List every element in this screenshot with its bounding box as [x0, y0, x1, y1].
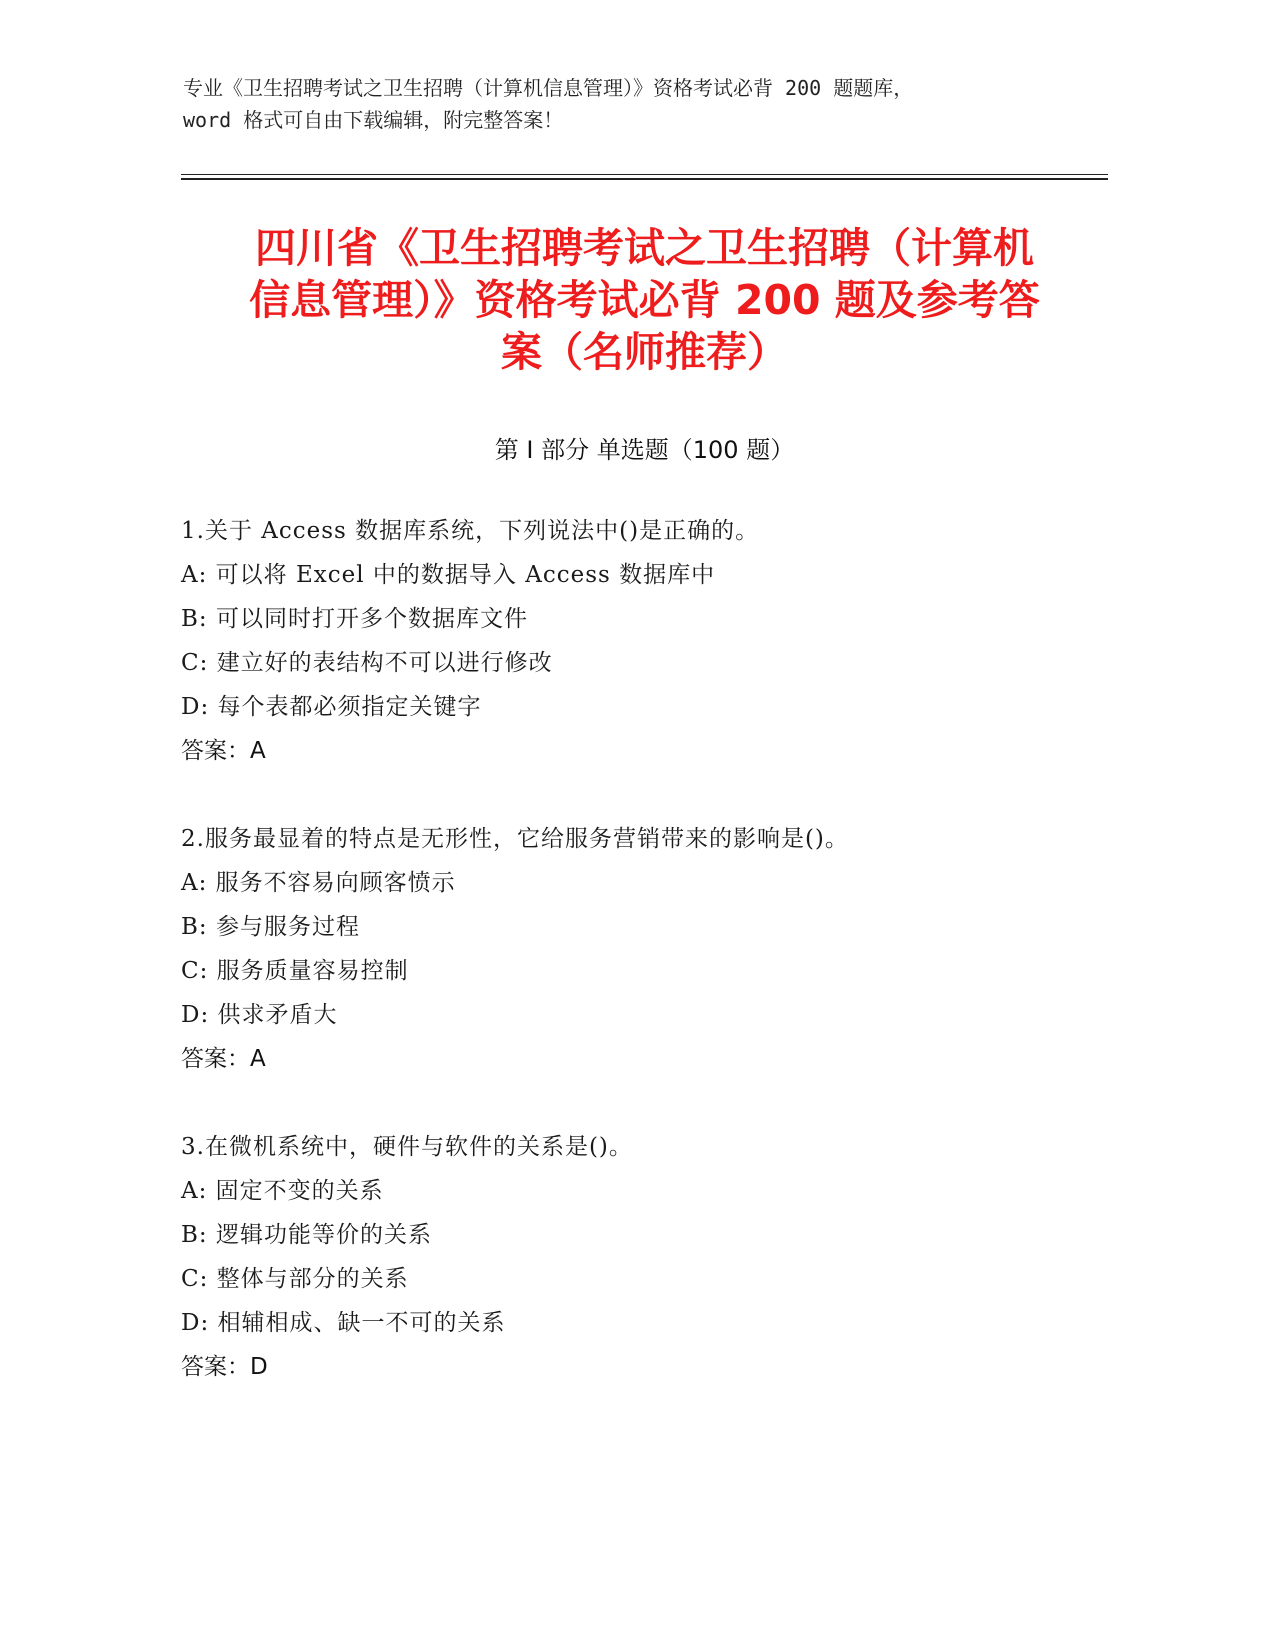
option-c: C: 整体与部分的关系 [181, 1266, 409, 1292]
answer-label: 答案：A [181, 1046, 266, 1072]
question-item [181, 1125, 1108, 1389]
option-b: B: 参与服务过程 [181, 914, 360, 940]
header-line-2: word 格式可自由下载编辑，附完整答案！ [183, 108, 564, 132]
question-item [181, 817, 1108, 1081]
question-item [181, 509, 1108, 773]
title-line-1: 四川省《卫生招聘考试之卫生招聘（计算机 [255, 224, 1034, 272]
section-heading: 第 I 部分 单选题（100 题） [494, 436, 795, 464]
question-stem: 2.服务最显着的特点是无形性，它给服务营销带来的影响是()。 [181, 826, 849, 852]
option-c: C: 服务质量容易控制 [181, 958, 409, 984]
option-a: A: 可以将 Excel 中的数据导入 Access 数据库中 [181, 562, 716, 588]
question-stem: 1.关于 Access 数据库系统，下列说法中()是正确的。 [181, 518, 760, 544]
question-list [181, 509, 1108, 1433]
option-d: D: 每个表都必须指定关键字 [181, 694, 482, 720]
option-a: A: 服务不容易向顾客愤示 [181, 870, 456, 896]
answer-label: 答案：D [181, 1354, 268, 1380]
option-d: D: 供求矛盾大 [181, 1002, 338, 1028]
header-divider-thick [181, 178, 1108, 180]
option-c: C: 建立好的表结构不可以进行修改 [181, 650, 553, 676]
question-stem: 3.在微机系统中，硬件与软件的关系是()。 [181, 1134, 633, 1160]
title-line-2: 信息管理）》资格考试必背 200 题及参考答 [249, 276, 1040, 324]
document-title [181, 222, 1108, 378]
option-b: B: 逻辑功能等价的关系 [181, 1222, 432, 1248]
document-header [183, 72, 1103, 136]
option-d: D: 相辅相成、缺一不可的关系 [181, 1310, 506, 1336]
header-line-1: 专业《卫生招聘考试之卫生招聘（计算机信息管理）》资格考试必背 200 题题库， [183, 76, 914, 100]
option-a: A: 固定不变的关系 [181, 1178, 384, 1204]
answer-label: 答案：A [181, 738, 266, 764]
title-line-3: 案（名师推荐） [501, 328, 788, 376]
option-b: B: 可以同时打开多个数据库文件 [181, 606, 528, 632]
header-divider-thin [181, 174, 1108, 175]
